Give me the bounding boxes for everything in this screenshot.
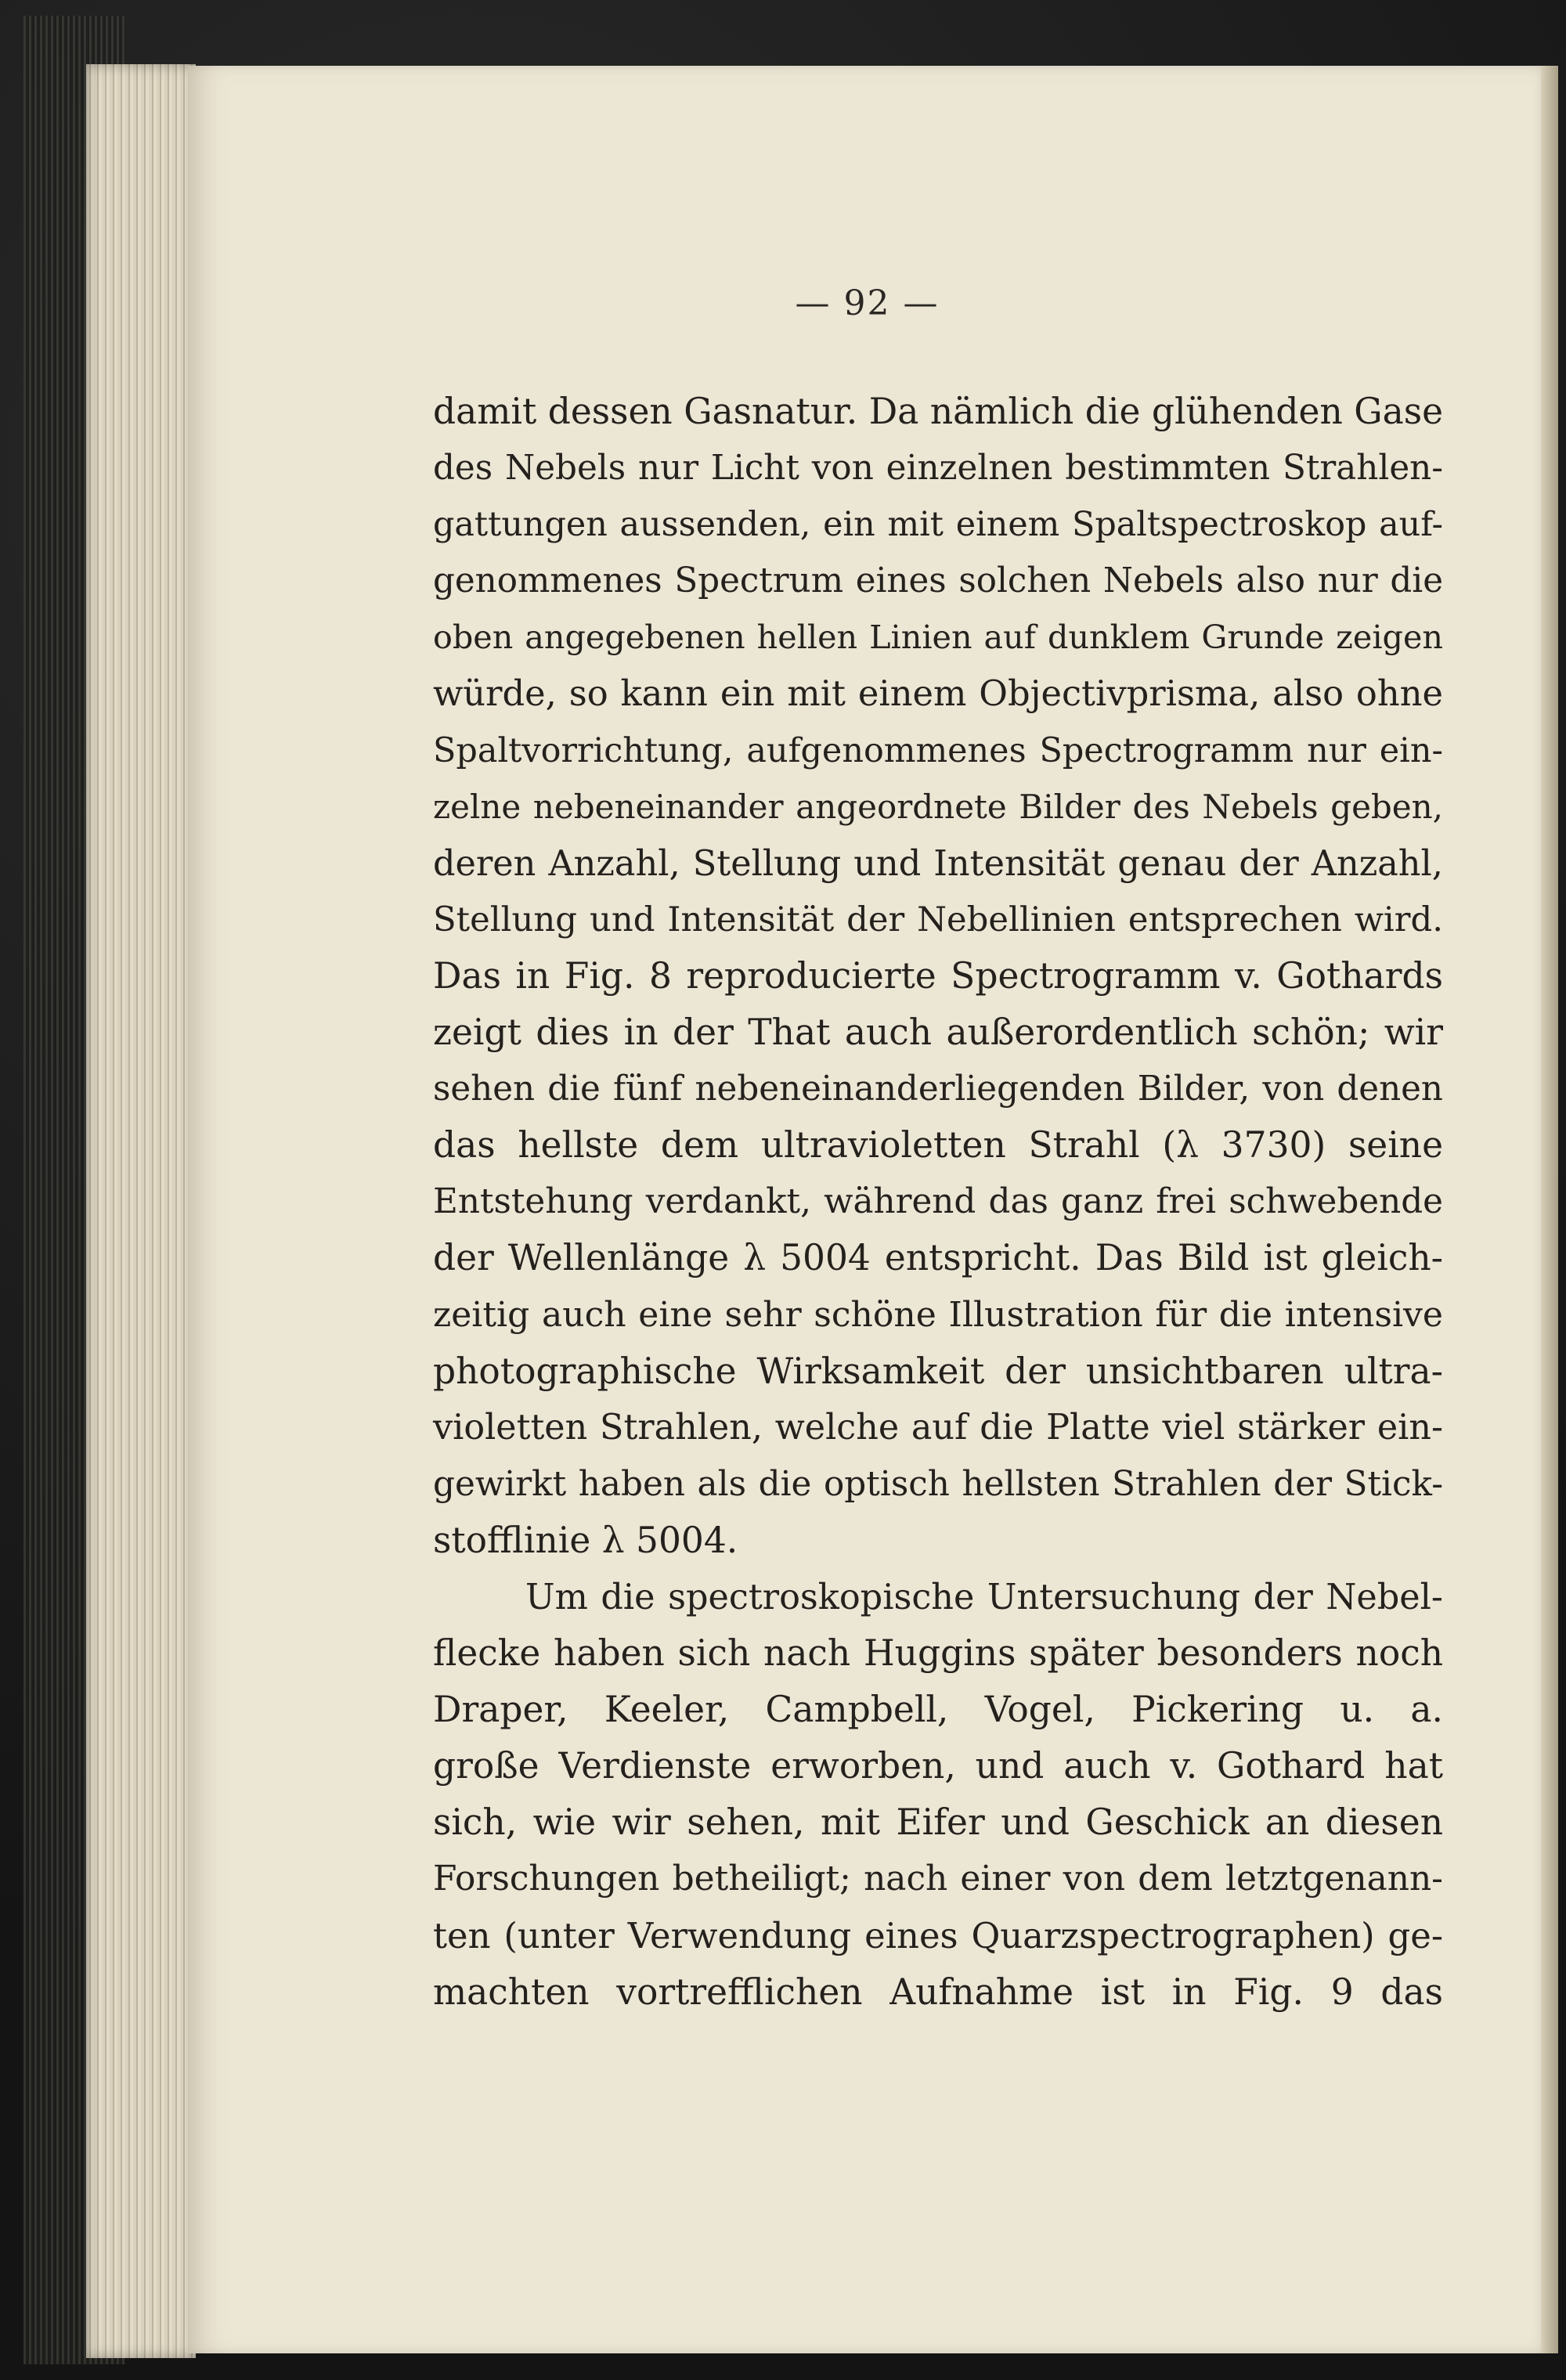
text-line: ten (unter Verwendung eines Quarzspectrographen) ge- <box>433 1914 1443 1956</box>
text-line: oben angegebenen hellen Linien auf dunklem Grunde zeigen <box>433 618 1443 657</box>
text-line: Forschungen betheiligt; nach einer von dem letztgenann- <box>433 1859 1443 1899</box>
text-line: machten vortrefflichen Aufnahme ist in Fig. 9 das <box>433 1971 1443 2013</box>
text-line: stofflinie λ 5004. <box>433 1519 738 1561</box>
text-line: violetten Strahlen, welche auf die Platte viel stärker ein- <box>433 1407 1443 1448</box>
text-line: des Nebels nur Licht von einzelnen bestimmten Strahlen- <box>433 448 1443 489</box>
text-line: deren Anzahl, Stellung und Intensität genau der Anzahl, <box>433 842 1443 884</box>
page-number: — 92 — <box>795 283 940 323</box>
page-right-edge <box>1541 66 1558 2353</box>
text-line: der Wellenlänge λ 5004 entspricht. Das Bild ist gleich- <box>433 1237 1443 1279</box>
text-line: Spaltvorrichtung, aufgenommenes Spectrogramm nur ein- <box>433 730 1443 770</box>
text-line: große Verdienste erworben, und auch v. Gothard hat <box>433 1745 1443 1787</box>
text-line: genommenes Spectrum eines solchen Nebels also nur die <box>433 561 1443 601</box>
body-text <box>433 384 1443 2021</box>
text-line: sich, wie wir sehen, mit Eifer und Geschick an diesen <box>433 1801 1443 1844</box>
text-line: gewirkt haben als die optisch hellsten Strahlen der Stick- <box>433 1463 1443 1504</box>
text-line: zeitig auch eine sehr schöne Illustration für die intensive <box>433 1294 1443 1335</box>
text-line: gattungen aussenden, ein mit einem Spaltspectroskop auf- <box>433 505 1443 545</box>
text-line: Das in Fig. 8 reproducierte Spectrogramm v. Gothards <box>433 954 1443 997</box>
text-line: Um die spectroskopische Untersuchung der Nebel- <box>525 1576 1443 1617</box>
page-edges <box>86 64 196 2358</box>
text-line: zeigt dies in der That auch außerordentlich schön; wir <box>433 1012 1443 1054</box>
text-line: Draper, Keeler, Campbell, Vogel, Pickering u. a. <box>433 1689 1443 1731</box>
text-line: zelne nebeneinander angeordnete Bilder des Nebels geben, <box>433 787 1443 826</box>
text-line: das hellste dem ultravioletten Strahl (λ 3730) seine <box>433 1124 1443 1167</box>
text-line: photographische Wirksamkeit der unsichtbaren ultra- <box>433 1350 1443 1392</box>
text-line: Stellung und Intensität der Nebellinien entsprechen wird. <box>433 900 1443 939</box>
text-line: sehen die fünf nebeneinanderliegenden Bilder, von denen <box>433 1069 1443 1109</box>
text-line: Entstehung verdankt, während das ganz frei schwebende <box>433 1181 1443 1222</box>
text-line: würde, so kann ein mit einem Objectivprisma, also ohne <box>433 673 1443 715</box>
text-line: damit dessen Gasnatur. Da nämlich die glühenden Gase <box>433 391 1443 432</box>
text-line: flecke haben sich nach Huggins später besonders noch <box>433 1632 1443 1675</box>
